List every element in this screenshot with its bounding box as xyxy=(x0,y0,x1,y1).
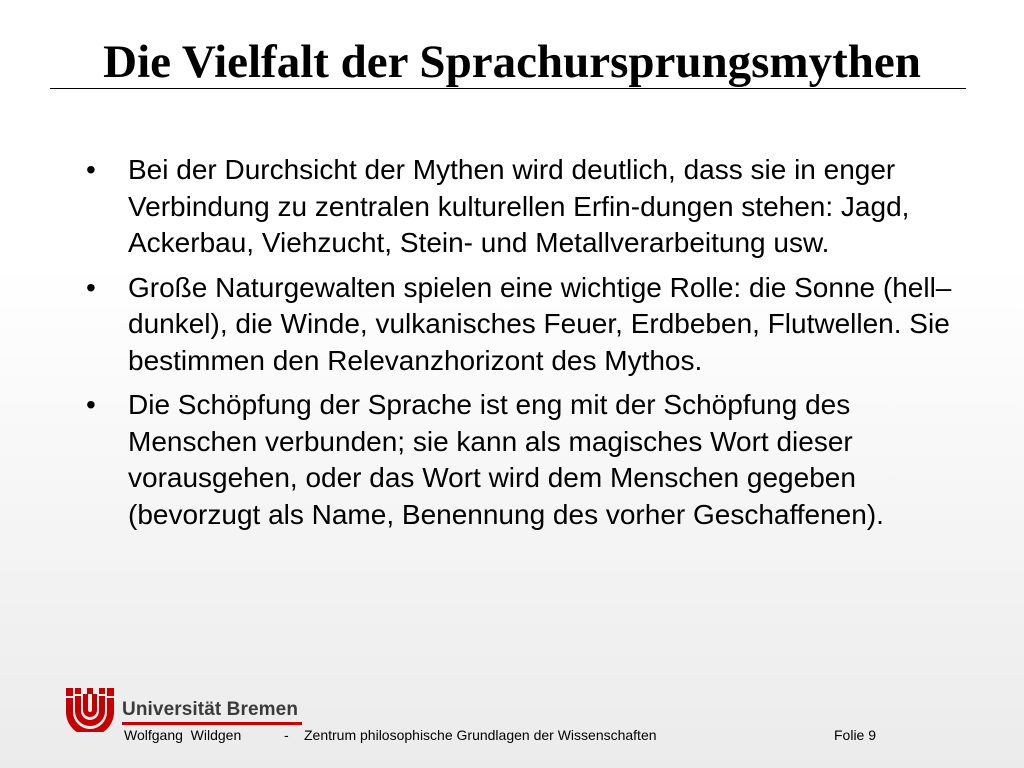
university-name: Universität Bremen xyxy=(122,699,299,720)
bullet-text: Die Schöpfung der Sprache ist eng mit der Schöpfung des Menschen verbunden; sie kann als magisches Wort dieser vorausgehen, oder das Wort wird dem Menschen gegeben (bevorzugt als Name, Benennung des vorher Geschaffenen). xyxy=(128,389,884,530)
footer-divider xyxy=(122,722,302,725)
slide-title: Die Vielfalt der Sprachursprungsmythen xyxy=(103,36,921,88)
bullet-icon: • xyxy=(86,271,96,303)
bullet-text: Große Naturgewalten spielen eine wichtige Rolle: die Sonne (hell–dunkel), die Winde, vulkanisches Feuer, Erdbeben, Flutwellen. Sie bestimmen den Relevanzhorizont des Mythos. xyxy=(128,271,952,376)
title-divider xyxy=(50,88,966,89)
footer-separator: - xyxy=(284,727,289,743)
footer-institute: Zentrum philosophische Grundlagen der Wissenschaften xyxy=(304,727,657,743)
bullet-text: Bei der Durchsicht der Mythen wird deutlich, dass sie in enger Verbindung zu zentralen kulturellen Erfin-dungen stehen: Jagd, Ackerbau, Viehzucht, Stein- und Metallverarbeitung usw. xyxy=(128,154,910,258)
bullet-icon: • xyxy=(86,154,96,185)
bullet-item xyxy=(82,387,962,533)
bullet-item xyxy=(82,270,962,380)
university-bremen-logo-icon xyxy=(64,686,116,732)
bullet-list xyxy=(82,152,962,541)
bullet-icon: • xyxy=(86,389,96,420)
bullet-item xyxy=(82,152,962,262)
slide-number: Folie 9 xyxy=(834,727,877,743)
footer-author: Wolfgang Wildgen xyxy=(124,727,242,743)
